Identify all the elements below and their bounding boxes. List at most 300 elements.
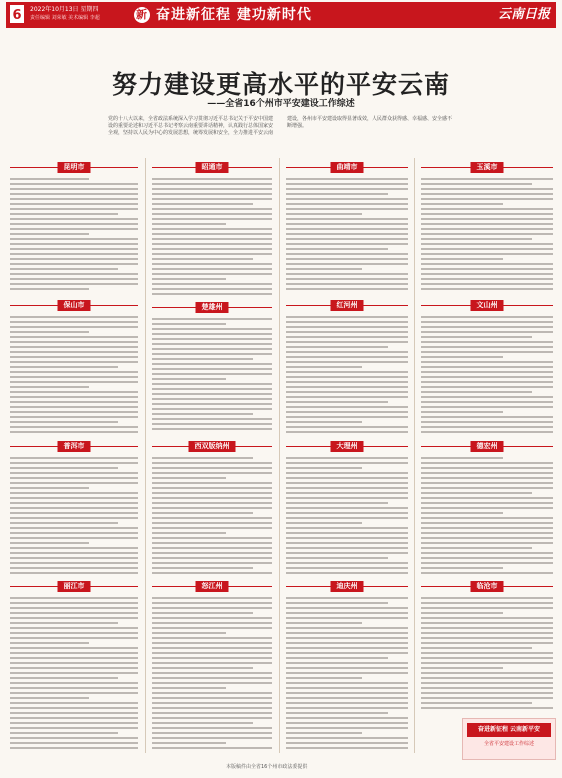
section-header (10, 162, 138, 173)
text-line (286, 612, 408, 614)
text-line (152, 328, 272, 330)
text-line (10, 737, 138, 739)
text-line (421, 702, 532, 704)
page-footnote: 本版稿件由全省16个州市政法委提供 (226, 764, 308, 770)
text-line (421, 341, 553, 343)
text-line (152, 193, 272, 195)
text-line (421, 637, 553, 639)
text-line (286, 627, 408, 629)
text-line (10, 421, 118, 423)
text-line (152, 283, 272, 285)
text-line (286, 707, 408, 709)
text-line (10, 722, 138, 724)
text-line (421, 426, 553, 428)
text-line (152, 188, 272, 190)
text-line (152, 667, 253, 669)
text-line (421, 406, 553, 408)
text-line (10, 602, 138, 604)
article-body-text (10, 457, 138, 577)
text-line (10, 642, 89, 644)
text-line (421, 198, 553, 200)
text-line (10, 288, 89, 290)
column-divider (414, 158, 415, 753)
section-header (286, 300, 408, 311)
text-line (10, 331, 89, 333)
text-line (10, 647, 138, 649)
text-line (152, 228, 272, 230)
text-line (421, 283, 553, 285)
text-line (10, 213, 118, 215)
text-line (286, 376, 408, 378)
section-header (152, 581, 272, 592)
text-line (286, 401, 388, 403)
text-line (152, 527, 272, 529)
text-line (152, 457, 253, 459)
text-line (286, 737, 408, 739)
text-line (421, 512, 503, 514)
text-line (286, 263, 408, 265)
section-title: 西双版纳州 (189, 441, 236, 452)
text-line (152, 727, 272, 729)
text-line (152, 512, 253, 514)
text-line (10, 622, 118, 624)
text-line (10, 278, 138, 280)
section-header (10, 300, 138, 311)
text-line (152, 602, 272, 604)
text-line (421, 487, 553, 489)
section-header (152, 302, 272, 313)
text-line (152, 747, 272, 749)
text-line (421, 662, 553, 664)
text-line (421, 243, 553, 245)
text-line (286, 507, 408, 509)
text-line (286, 278, 408, 280)
text-line (152, 472, 272, 474)
text-line (286, 178, 408, 180)
section-title: 临沧市 (471, 581, 504, 592)
text-line (10, 687, 138, 689)
text-line (152, 338, 272, 340)
text-line (421, 562, 553, 564)
text-line (421, 547, 532, 549)
text-line (152, 552, 272, 554)
text-line (10, 667, 138, 669)
section-slogan (134, 5, 312, 25)
text-line (286, 371, 408, 373)
text-line (152, 198, 272, 200)
text-line (10, 462, 138, 464)
text-line (152, 607, 272, 609)
date-line: 2022年10月13日 星期四 (30, 6, 99, 13)
text-line (421, 642, 553, 644)
section-title: 怒江州 (196, 581, 229, 592)
text-line (286, 431, 408, 433)
text-line (286, 677, 362, 679)
article-body-text (286, 457, 408, 577)
text-line (152, 423, 272, 425)
text-line (421, 193, 553, 195)
text-line (421, 381, 553, 383)
text-line (152, 238, 272, 240)
text-line (286, 522, 362, 524)
text-line (10, 512, 138, 514)
text-line (286, 607, 408, 609)
text-line (286, 567, 408, 569)
text-line (421, 492, 532, 494)
article-body-text (421, 597, 553, 713)
text-line (421, 647, 532, 649)
text-line (286, 532, 408, 534)
text-line (152, 258, 253, 260)
text-line (152, 737, 272, 739)
text-line (421, 203, 503, 205)
text-line (421, 677, 553, 679)
text-line (10, 692, 138, 694)
text-line (152, 178, 272, 180)
text-line (286, 188, 408, 190)
text-line (152, 403, 272, 405)
text-line (421, 233, 553, 235)
article-body-text (10, 597, 138, 755)
text-line (286, 482, 408, 484)
section-header (421, 441, 553, 452)
text-line (421, 263, 553, 265)
text-line (152, 278, 226, 280)
text-line (286, 462, 408, 464)
text-line (421, 667, 503, 669)
text-line (286, 477, 408, 479)
text-line (152, 732, 272, 734)
text-line (10, 652, 138, 654)
text-line (286, 223, 408, 225)
text-line (421, 707, 553, 709)
text-line (152, 358, 253, 360)
text-line (152, 398, 272, 400)
text-line (152, 223, 226, 225)
section-title: 昭通市 (196, 162, 229, 173)
text-line (152, 562, 272, 564)
text-line (152, 617, 272, 619)
text-line (286, 617, 408, 619)
article-body-text (286, 597, 408, 755)
text-line (10, 682, 138, 684)
text-line (10, 391, 138, 393)
text-line (152, 263, 272, 265)
text-line (286, 183, 408, 185)
section-header (421, 162, 553, 173)
text-line (10, 396, 138, 398)
text-line (10, 268, 118, 270)
text-line (286, 512, 408, 514)
article-body-text (421, 316, 553, 437)
text-line (286, 288, 408, 290)
text-line (421, 346, 553, 348)
text-line (152, 203, 253, 205)
text-line (10, 547, 138, 549)
text-line (10, 273, 138, 275)
text-line (286, 472, 408, 474)
text-line (286, 326, 408, 328)
text-line (286, 243, 408, 245)
text-line (10, 507, 138, 509)
text-line (421, 391, 532, 393)
text-line (286, 341, 408, 343)
text-line (10, 607, 138, 609)
text-line (152, 522, 272, 524)
text-line (421, 467, 553, 469)
text-line (10, 228, 138, 230)
text-line (286, 283, 408, 285)
text-line (152, 507, 272, 509)
text-line (421, 532, 553, 534)
text-line (10, 411, 138, 413)
text-line (10, 386, 89, 388)
text-line (152, 393, 272, 395)
text-line (10, 482, 138, 484)
text-line (10, 406, 138, 408)
text-line (152, 248, 272, 250)
text-line (10, 208, 138, 210)
section-header (421, 581, 553, 592)
text-line (152, 428, 272, 430)
text-line (152, 462, 272, 464)
text-line (10, 401, 138, 403)
text-line (286, 717, 408, 719)
text-line (286, 542, 408, 544)
text-line (286, 391, 408, 393)
text-line (421, 366, 553, 368)
text-line (152, 517, 272, 519)
text-line (286, 248, 388, 250)
text-line (421, 622, 553, 624)
text-line (10, 426, 138, 428)
text-line (152, 707, 272, 709)
text-line (152, 677, 272, 679)
text-line (421, 472, 553, 474)
text-line (10, 572, 138, 574)
text-line (421, 517, 553, 519)
text-line (10, 183, 138, 185)
text-line (10, 487, 89, 489)
text-line (286, 203, 408, 205)
text-line (286, 527, 408, 529)
text-line (286, 672, 408, 674)
text-line (10, 381, 138, 383)
section-header (152, 162, 272, 173)
text-line (152, 368, 272, 370)
text-line (10, 567, 138, 569)
text-line (286, 697, 408, 699)
text-line (421, 652, 553, 654)
text-line (421, 386, 553, 388)
text-line (152, 482, 272, 484)
text-line (152, 532, 226, 534)
article-body-text (152, 318, 272, 437)
text-line (421, 421, 553, 423)
badge-subtitle: 全省平安建设工作综述 (483, 741, 534, 747)
text-line (10, 497, 138, 499)
text-line (152, 348, 272, 350)
text-line (10, 597, 138, 599)
text-line (152, 687, 226, 689)
text-line (10, 457, 138, 459)
text-line (286, 208, 408, 210)
masthead (6, 2, 556, 28)
text-line (10, 522, 118, 524)
text-line (286, 268, 362, 270)
text-line (286, 193, 388, 195)
text-line (421, 552, 553, 554)
text-line (421, 482, 553, 484)
text-line (286, 517, 408, 519)
text-line (286, 321, 408, 323)
text-line (421, 567, 503, 569)
text-line (152, 647, 272, 649)
text-line (421, 527, 553, 529)
section-header (10, 581, 138, 592)
text-line (421, 213, 553, 215)
column-divider (145, 158, 146, 753)
text-line (10, 732, 118, 734)
text-line (286, 421, 362, 423)
text-line (421, 188, 553, 190)
text-line (10, 253, 138, 255)
section-title: 文山州 (471, 300, 504, 311)
text-line (286, 632, 408, 634)
text-line (286, 652, 408, 654)
text-line (10, 376, 138, 378)
section-header (286, 581, 408, 592)
text-line (152, 233, 272, 235)
text-line (286, 316, 408, 318)
section-title: 曲靖市 (331, 162, 364, 173)
section-title: 红河州 (331, 300, 364, 311)
text-line (421, 361, 553, 363)
text-line (152, 378, 226, 380)
text-line (421, 326, 553, 328)
text-line (152, 288, 272, 290)
slogan-badge-icon: 新 (136, 8, 148, 21)
text-line (286, 233, 408, 235)
section-header (286, 441, 408, 452)
text-line (421, 462, 553, 464)
text-line (152, 273, 272, 275)
text-line (286, 657, 388, 659)
section-title: 保山市 (58, 300, 91, 311)
text-line (421, 522, 553, 524)
text-line (10, 537, 138, 539)
text-line (286, 742, 408, 744)
text-line (152, 487, 272, 489)
text-line (286, 366, 362, 368)
text-line (421, 617, 553, 619)
text-line (152, 537, 272, 539)
text-line (421, 371, 553, 373)
text-line (152, 567, 253, 569)
text-line (10, 627, 138, 629)
text-line (421, 607, 553, 609)
article-body-text (421, 178, 553, 296)
text-line (10, 617, 138, 619)
text-line (286, 647, 408, 649)
text-line (152, 697, 272, 699)
section-header (421, 300, 553, 311)
text-line (286, 732, 362, 734)
text-line (152, 213, 272, 215)
text-line (286, 492, 408, 494)
text-line (10, 632, 138, 634)
text-line (152, 497, 272, 499)
text-line (421, 316, 553, 318)
text-line (152, 712, 272, 714)
text-line (286, 228, 408, 230)
text-line (10, 707, 138, 709)
text-line (152, 682, 272, 684)
text-line (286, 597, 408, 599)
page-headline: 努力建设更高水平的平安云南 (111, 70, 450, 99)
text-line (10, 697, 89, 699)
text-line (10, 637, 138, 639)
page-number: 6 (10, 5, 24, 23)
text-line (10, 248, 138, 250)
text-line (421, 572, 553, 574)
text-line (152, 557, 272, 559)
text-line (421, 253, 553, 255)
text-line (10, 188, 138, 190)
text-line (10, 502, 138, 504)
text-line (286, 702, 408, 704)
text-line (152, 388, 272, 390)
series-badge (462, 718, 556, 760)
text-line (10, 657, 138, 659)
text-line (10, 341, 138, 343)
text-line (286, 622, 362, 624)
text-line (421, 248, 553, 250)
column-divider (279, 158, 280, 753)
text-line (286, 457, 408, 459)
section-title: 大理州 (331, 441, 364, 452)
text-line (286, 351, 408, 353)
article-body-text (152, 178, 272, 298)
text-line (286, 381, 408, 383)
section-title: 昆明市 (58, 162, 91, 173)
article-body-text (152, 597, 272, 755)
text-line (10, 672, 138, 674)
text-line (286, 497, 408, 499)
text-line (152, 547, 272, 549)
text-line (152, 502, 272, 504)
text-line (152, 467, 272, 469)
text-line (152, 318, 272, 320)
text-line (286, 336, 408, 338)
text-line (421, 627, 553, 629)
text-line (286, 502, 388, 504)
section-title: 迪庆州 (331, 581, 364, 592)
text-line (10, 356, 138, 358)
text-line (10, 562, 138, 564)
text-line (152, 722, 253, 724)
newspaper-logo: 云南日报 (497, 7, 550, 22)
text-line (10, 366, 118, 368)
text-line (421, 411, 503, 413)
text-line (421, 542, 553, 544)
article-body-text (421, 457, 553, 577)
section-title: 楚雄州 (196, 302, 229, 313)
section-title: 玉溪市 (471, 162, 504, 173)
text-line (10, 326, 138, 328)
section-title: 丽江市 (58, 581, 91, 592)
text-line (152, 208, 272, 210)
